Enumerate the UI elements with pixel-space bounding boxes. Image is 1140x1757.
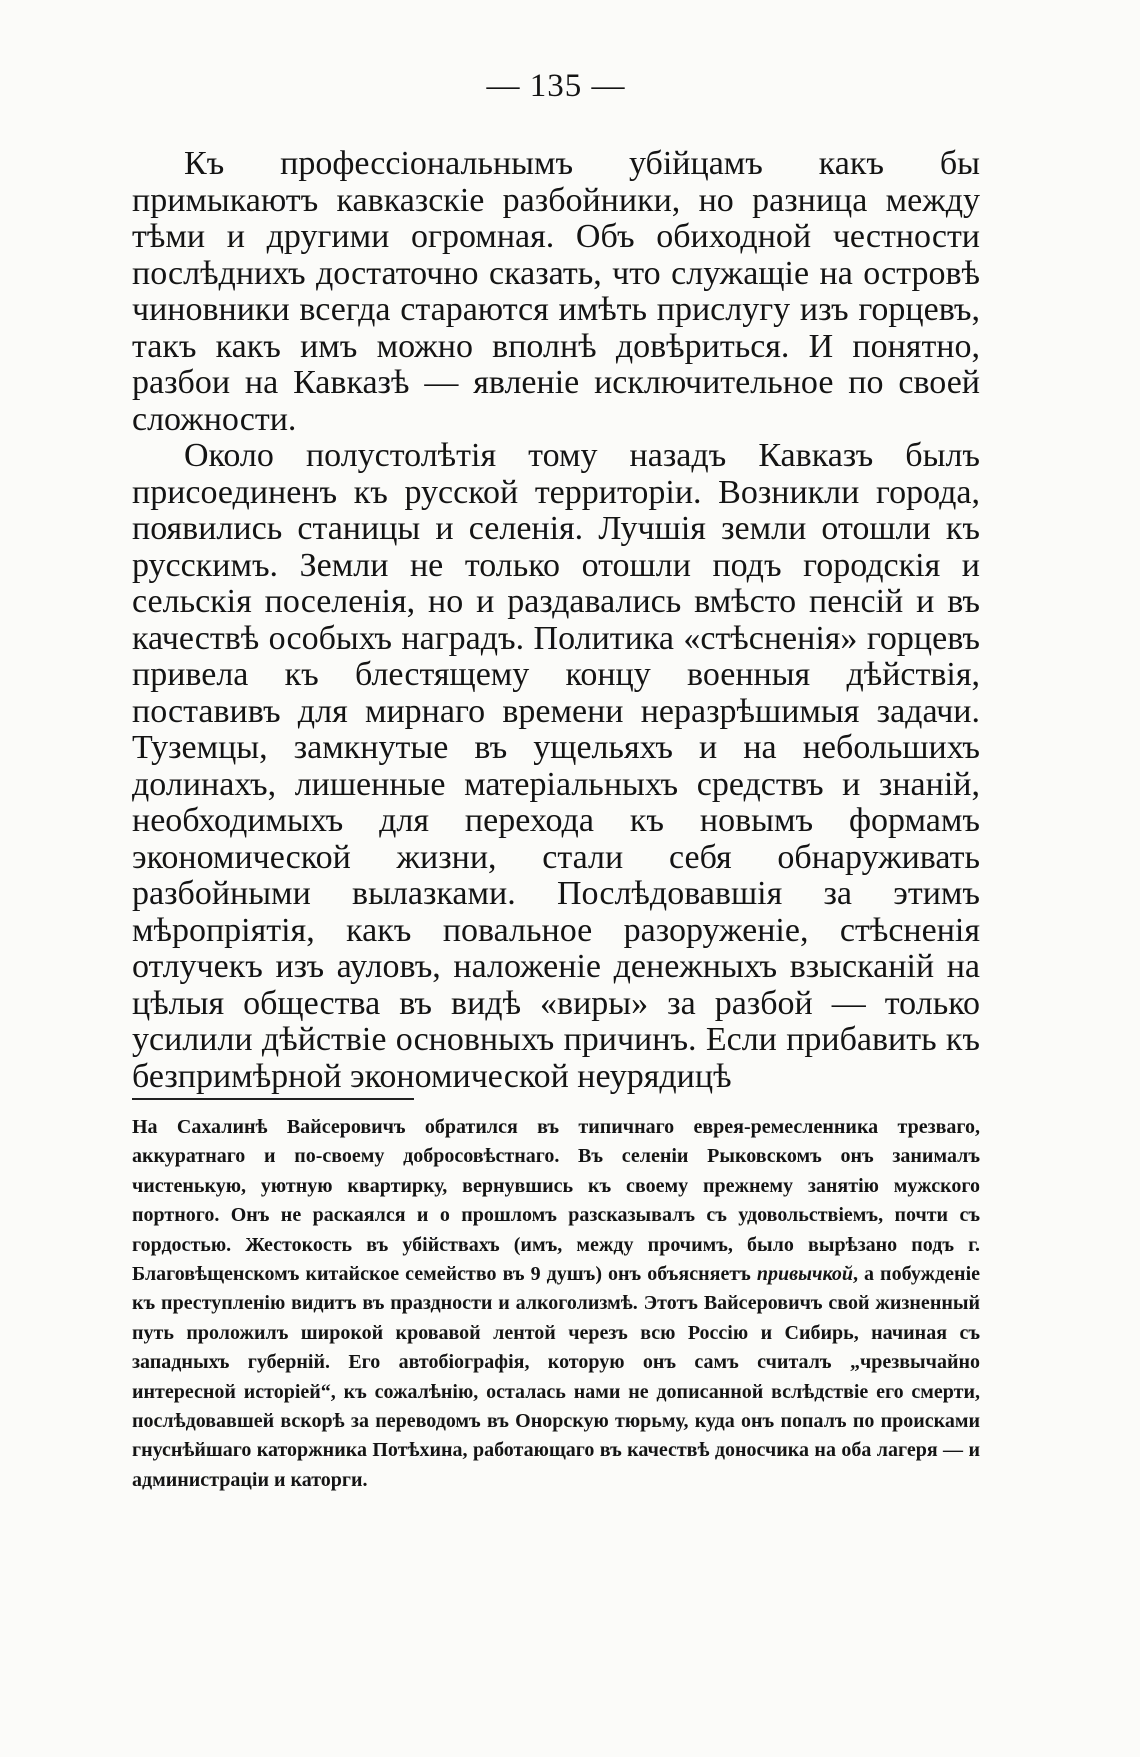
footnote-separator	[132, 1098, 414, 1100]
footnote-text-part: На Сахалинѣ Вайсеровичъ обратился въ типичнаго еврея-ремесленника трезваго, аккуратнаго и по-своему добросовѣстнаго. Въ селеніи Рыковскомъ онъ занималъ чистенькую, уютную квартирку, вернувшись къ своему прежнему занятію мужского портного. Онъ не раскаялся и о прошломъ разсказывалъ съ удовольствіемъ, почти съ гордостью. Жестокость въ убійствахъ (имъ, между прочимъ, было вырѣзано подъ г. Благовѣщенскомъ китайское семейство въ 9 душъ) онъ объясняетъ	[132, 1116, 980, 1286]
footnote	[132, 1113, 980, 1495]
page-number: — 135 —	[486, 68, 626, 104]
footnote-italic-word: привычкой	[756, 1263, 853, 1286]
paragraph: Около полустолѣтія тому назадъ Кавказъ былъ присоединенъ къ русской территоріи. Возникли города, появились станицы и селенія. Лучшія земли отошли къ русскимъ. Земли не только отошли подъ городскія и сельскія поселенія, но и раздавались вмѣсто пенсій и въ качествѣ особыхъ наградъ. Политика «стѣсненія» горцевъ привела къ блестящему концу военныя дѣйствія, поставивъ для мирнаго времени неразрѣшимыя задачи. Туземцы, замкнутые въ ущельяхъ и на небольшихъ долинахъ, лишенные матеріальныхъ средствъ и знаній, необходимыхъ для перехода къ новымъ формамъ экономической жизни, стали себя обнаруживать разбойными вылазками. Послѣдовавшія за этимъ мѣропріятія, какъ повальное разоруженіе, стѣсненія отлучекъ изъ ауловъ, наложеніе денежныхъ взысканій на цѣлыя общества въ видѣ «виры» за разбой — только усилили дѣйствіе основныхъ причинъ. Если прибавить къ безпримѣрной экономической неурядицѣ	[132, 437, 980, 1095]
main-text	[132, 146, 980, 1095]
footnote-text-part: , а побужденіе къ преступленію видитъ въ праздности и алкоголизмѣ. Этотъ Вайсеровичъ свой жизненный путь проложилъ широкой кровавой лентой черезъ всю Россію и Сибирь, начиная съ западныхъ губерній. Его автобіографія, которую онъ самъ считалъ „чрезвычайно интересной исторіей“, къ сожалѣнію, осталась нами не дописанной вслѣдствіе его смерти, послѣдовавшей вскорѣ за переводомъ въ Онорскую тюрьму, куда онъ попалъ по происками гнуснѣйшаго каторжника Потѣхина, работающаго въ качествѣ доносчика на оба лагеря — и администраціи и каторги.	[132, 1263, 981, 1491]
paragraph: Къ профессіональнымъ убійцамъ какъ бы примыкаютъ кавказскіе разбойники, но разница между тѣми и другими огромная. Объ обиходной честности послѣднихъ достаточно сказать, что служащіе на островѣ чиновники всегда стараются имѣть прислугу изъ горцевъ, такъ какъ имъ можно вполнѣ довѣриться. И понятно, разбои на Кавказѣ — явленіе исключительное по своей сложности.	[132, 145, 980, 438]
footnote-text	[132, 1113, 980, 1495]
